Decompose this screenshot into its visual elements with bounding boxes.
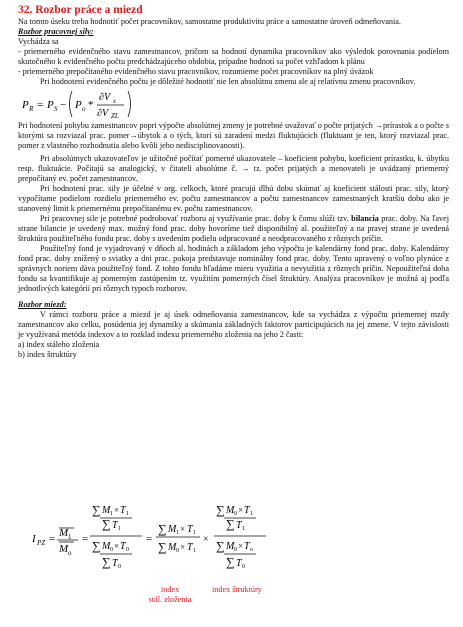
f2-sub: 1	[126, 511, 129, 517]
f2-sub: 1	[193, 548, 196, 554]
paragraph: Pri hodnotení prac. sily je účelné v org. celkoch, ktoré pracujú dlhú dobu skúmať aj koeficient stálosti prac. sily, ktorý vypočítame podielom rozdielu priemerného ev. počtu zamestnancov a počtu zamestnancov zamestnaných kratšiu dobu ako je stanovený limit k priemernému prepočítanému ev. počtu zamestnancov.	[18, 184, 449, 213]
labor-line: - priemerného evidenčného stavu zamestnancov, pričom sa hodnotí dynamika pracovníkov ako výsledok porovnania podielom skutočného k evidenčného počtu predchádzajúceho obdobia, prípadne hodnotí sa počet vzhľadom k plánu	[18, 47, 449, 66]
f2-t: T	[187, 542, 193, 553]
paren-right	[128, 91, 131, 117]
f2-eq: =	[82, 533, 89, 545]
f2-t: T	[112, 520, 118, 531]
paragraph-bilancia	[18, 214, 449, 244]
f2-eq: =	[49, 533, 56, 545]
f2-eq: =	[146, 533, 153, 545]
paragraph: Pri hodnotení pohybu zamestnancov popri výpočte absolútnej zmeny je potrebné uvažovať o počte prijatých →prírastok a o počte s ktorými sa rozviazal prac. pomer→úbytok a o tých, ktorí sú zaradení medzi fluktujúcich (fluktuant je ten, ktorý rozviazal prac. pomer z vlastného rozhodnutia alebo kvôli jeho nedisciplinovanosti).	[18, 121, 449, 150]
formula-index-decomposition	[30, 500, 330, 580]
list-item: a) index stáleho zloženia	[18, 340, 100, 349]
f2-m0-sub: o	[68, 549, 72, 557]
sum-sign: ∑	[102, 517, 111, 531]
f2-lhs-sub: PZ	[37, 539, 46, 547]
formula-minus: −	[60, 99, 67, 111]
paragraph: Pri absolútnych ukazovateľov je užitočné počítať pomerné ukazovatele – koeficient pohybu, koeficient prírastku, k. úbytku resp. fluktuácie. Počítajú sa analogický, v čitateli absolútne č. → tz. počet prijatých a menovateli je uvádzaný priemerný prepočítaný ev. počet zamestnancov.	[18, 154, 449, 183]
f2-m: M	[168, 524, 177, 535]
paragraph: V rámci rozboru práce a miezd je aj úsek odmeňovania zamestnancov, kde sa vychádza z výpočtu priemernej mzdy zamestnancov ako celku, posúdenia jej dynamiky a skúmania základných faktorov participujúcich na jej zmene. V tejto závislosti je využívaná metóda indexov a to rozklad indexu priemerného zloženia na jeho 2 časti:	[18, 310, 449, 339]
f2-t: T	[120, 505, 126, 516]
list-item: b) index štruktúry	[18, 350, 77, 359]
f2-m1-sub: 1	[68, 533, 72, 541]
formula-den-sub: ZL	[111, 112, 119, 120]
f2-sub: 0	[110, 547, 113, 553]
f2-m1: M	[59, 527, 69, 539]
f2-m: M	[226, 505, 235, 516]
labor-line: Pri hodnotení evidenčného počtu je dôležité hodnotiť nie len absolútnu zmenu ale aj relatívnu zmenu pracovníkov.	[40, 77, 416, 86]
f2-times: ×	[238, 541, 244, 551]
f2-m0: M	[59, 543, 69, 555]
sum-sign: ∑	[226, 517, 235, 531]
formula-p1: P	[47, 99, 54, 111]
sum-sign: ∑	[102, 555, 111, 569]
formula-p0-sub: o	[82, 105, 86, 113]
sum-sign: ∑	[158, 540, 167, 554]
f2-t: T	[236, 558, 242, 569]
f2-sub: 0	[242, 564, 245, 570]
formula-lhs-sub: R	[29, 105, 34, 113]
f2-m: M	[168, 542, 177, 553]
f2-sub: 0	[118, 564, 121, 570]
f2-m: M	[226, 541, 235, 552]
f2-sub: 1	[250, 511, 253, 517]
f2-t: T	[187, 524, 193, 535]
f2-sub: 1	[242, 526, 245, 532]
f2-sub: 1	[118, 526, 121, 532]
sum-sign: ∑	[226, 555, 235, 569]
section-heading-labor: Rozbor pracovnej sily:	[18, 27, 94, 36]
f2-times: ×	[180, 542, 186, 552]
paren-left	[70, 91, 73, 117]
section-heading-wages: Rozbor miezd:	[18, 300, 67, 309]
sum-sign: ∑	[92, 539, 101, 553]
f2-lhs: I	[32, 533, 36, 545]
paragraph: Použiteľný fond je vyjadrovaný v dňoch al. hodinách a základom jeho výpočtu je kalendárny fond prac. doby. Kalendárny fond prac. doby znížený o sviatky a dni prac. pokoja predstavuje nominálny fond prac. doby. Tento upravený o voľno plynúce z správnych noriem dáva použiteľný fond. Z tohto fondu hľadáme mieru využitia a nevyužitia z rôznych príčin. Nepoužiteľná doba fondu sa kvantifikuje aj pomerným zastúpením tz. využitím pomerných čísel štruktúry. Analýza pracovníkov je možná aj podľa jednotlivých kategórií pri rôznych typoch rozborov.	[18, 244, 449, 293]
f2-t: T	[236, 520, 242, 531]
f2-times: ×	[180, 524, 186, 534]
text-span: Pri pracovnej sile je potrebné podrobovať rozboru aj využívanie prac. doby k čomu slúži tzv.	[40, 214, 352, 223]
label-index-stal	[140, 585, 200, 605]
f2-times: ×	[114, 541, 120, 551]
f2-m: M	[102, 541, 111, 552]
sum-sign: ∑	[216, 503, 225, 517]
f2-sub: 0	[176, 548, 179, 554]
f2-sub: 1	[193, 530, 196, 536]
bold-term: bilancia	[351, 214, 379, 223]
f2-sub: o	[250, 547, 253, 553]
formula-p0: P	[75, 99, 82, 111]
formula-times: *	[88, 99, 94, 111]
formula-num: ∂V	[99, 92, 111, 103]
f2-t: T	[120, 541, 126, 552]
f2-sub: 0	[126, 547, 129, 553]
f2-sub: 0	[234, 511, 237, 517]
sum-sign: ∑	[92, 503, 101, 517]
f2-sub: 0	[234, 547, 237, 553]
formula-lhs: P	[22, 99, 29, 111]
f2-t: T	[244, 505, 250, 516]
label-index-struktury	[212, 585, 262, 595]
f2-sub: 1	[176, 530, 179, 536]
labor-line: - priemerného prepočítaného evidenčného stavu pracovníkov, rozumieme počet pracovníkov na plný úväzok	[18, 67, 374, 76]
label-text: stál. zloženia	[148, 595, 192, 604]
formula-p1-sub: S	[54, 105, 58, 113]
f2-t: T	[112, 558, 118, 569]
page-title: 32. Rozbor práce a miezd	[18, 4, 143, 16]
f2-times: ×	[203, 534, 209, 545]
formula-relative-change	[18, 87, 449, 121]
labor-line: Vychádza sa	[18, 37, 59, 46]
text-span: prac. doby. Na ľavej strane bilancie je uvedený max. možný fond prac. doby hovoríme tiež disponibilný al. použiteľný a na pravej strane je uvedená štruktúra použiteľného fondu prac. doby s uvedením podielu odpracované a neodpracovaného z rôznych príčin.	[18, 214, 449, 243]
f2-m: M	[102, 505, 111, 516]
sum-sign: ∑	[216, 539, 225, 553]
label-text: index	[160, 585, 180, 594]
formula-eq: =	[37, 99, 44, 111]
formula-den: ∂V	[97, 108, 109, 119]
f2-sub: 1	[110, 511, 113, 517]
intro-paragraph: Na tomto úseku treba hodnotiť počet pracovníkov, samostatne produktivitu práce a samostatne úroveň odmeňovania.	[18, 17, 401, 26]
label-text: index štruktúry	[212, 585, 262, 594]
f2-t: T	[244, 541, 250, 552]
sum-sign: ∑	[158, 522, 167, 536]
f2-times: ×	[114, 505, 120, 515]
f2-times: ×	[238, 505, 244, 515]
formula-num-sub: s	[113, 97, 116, 105]
